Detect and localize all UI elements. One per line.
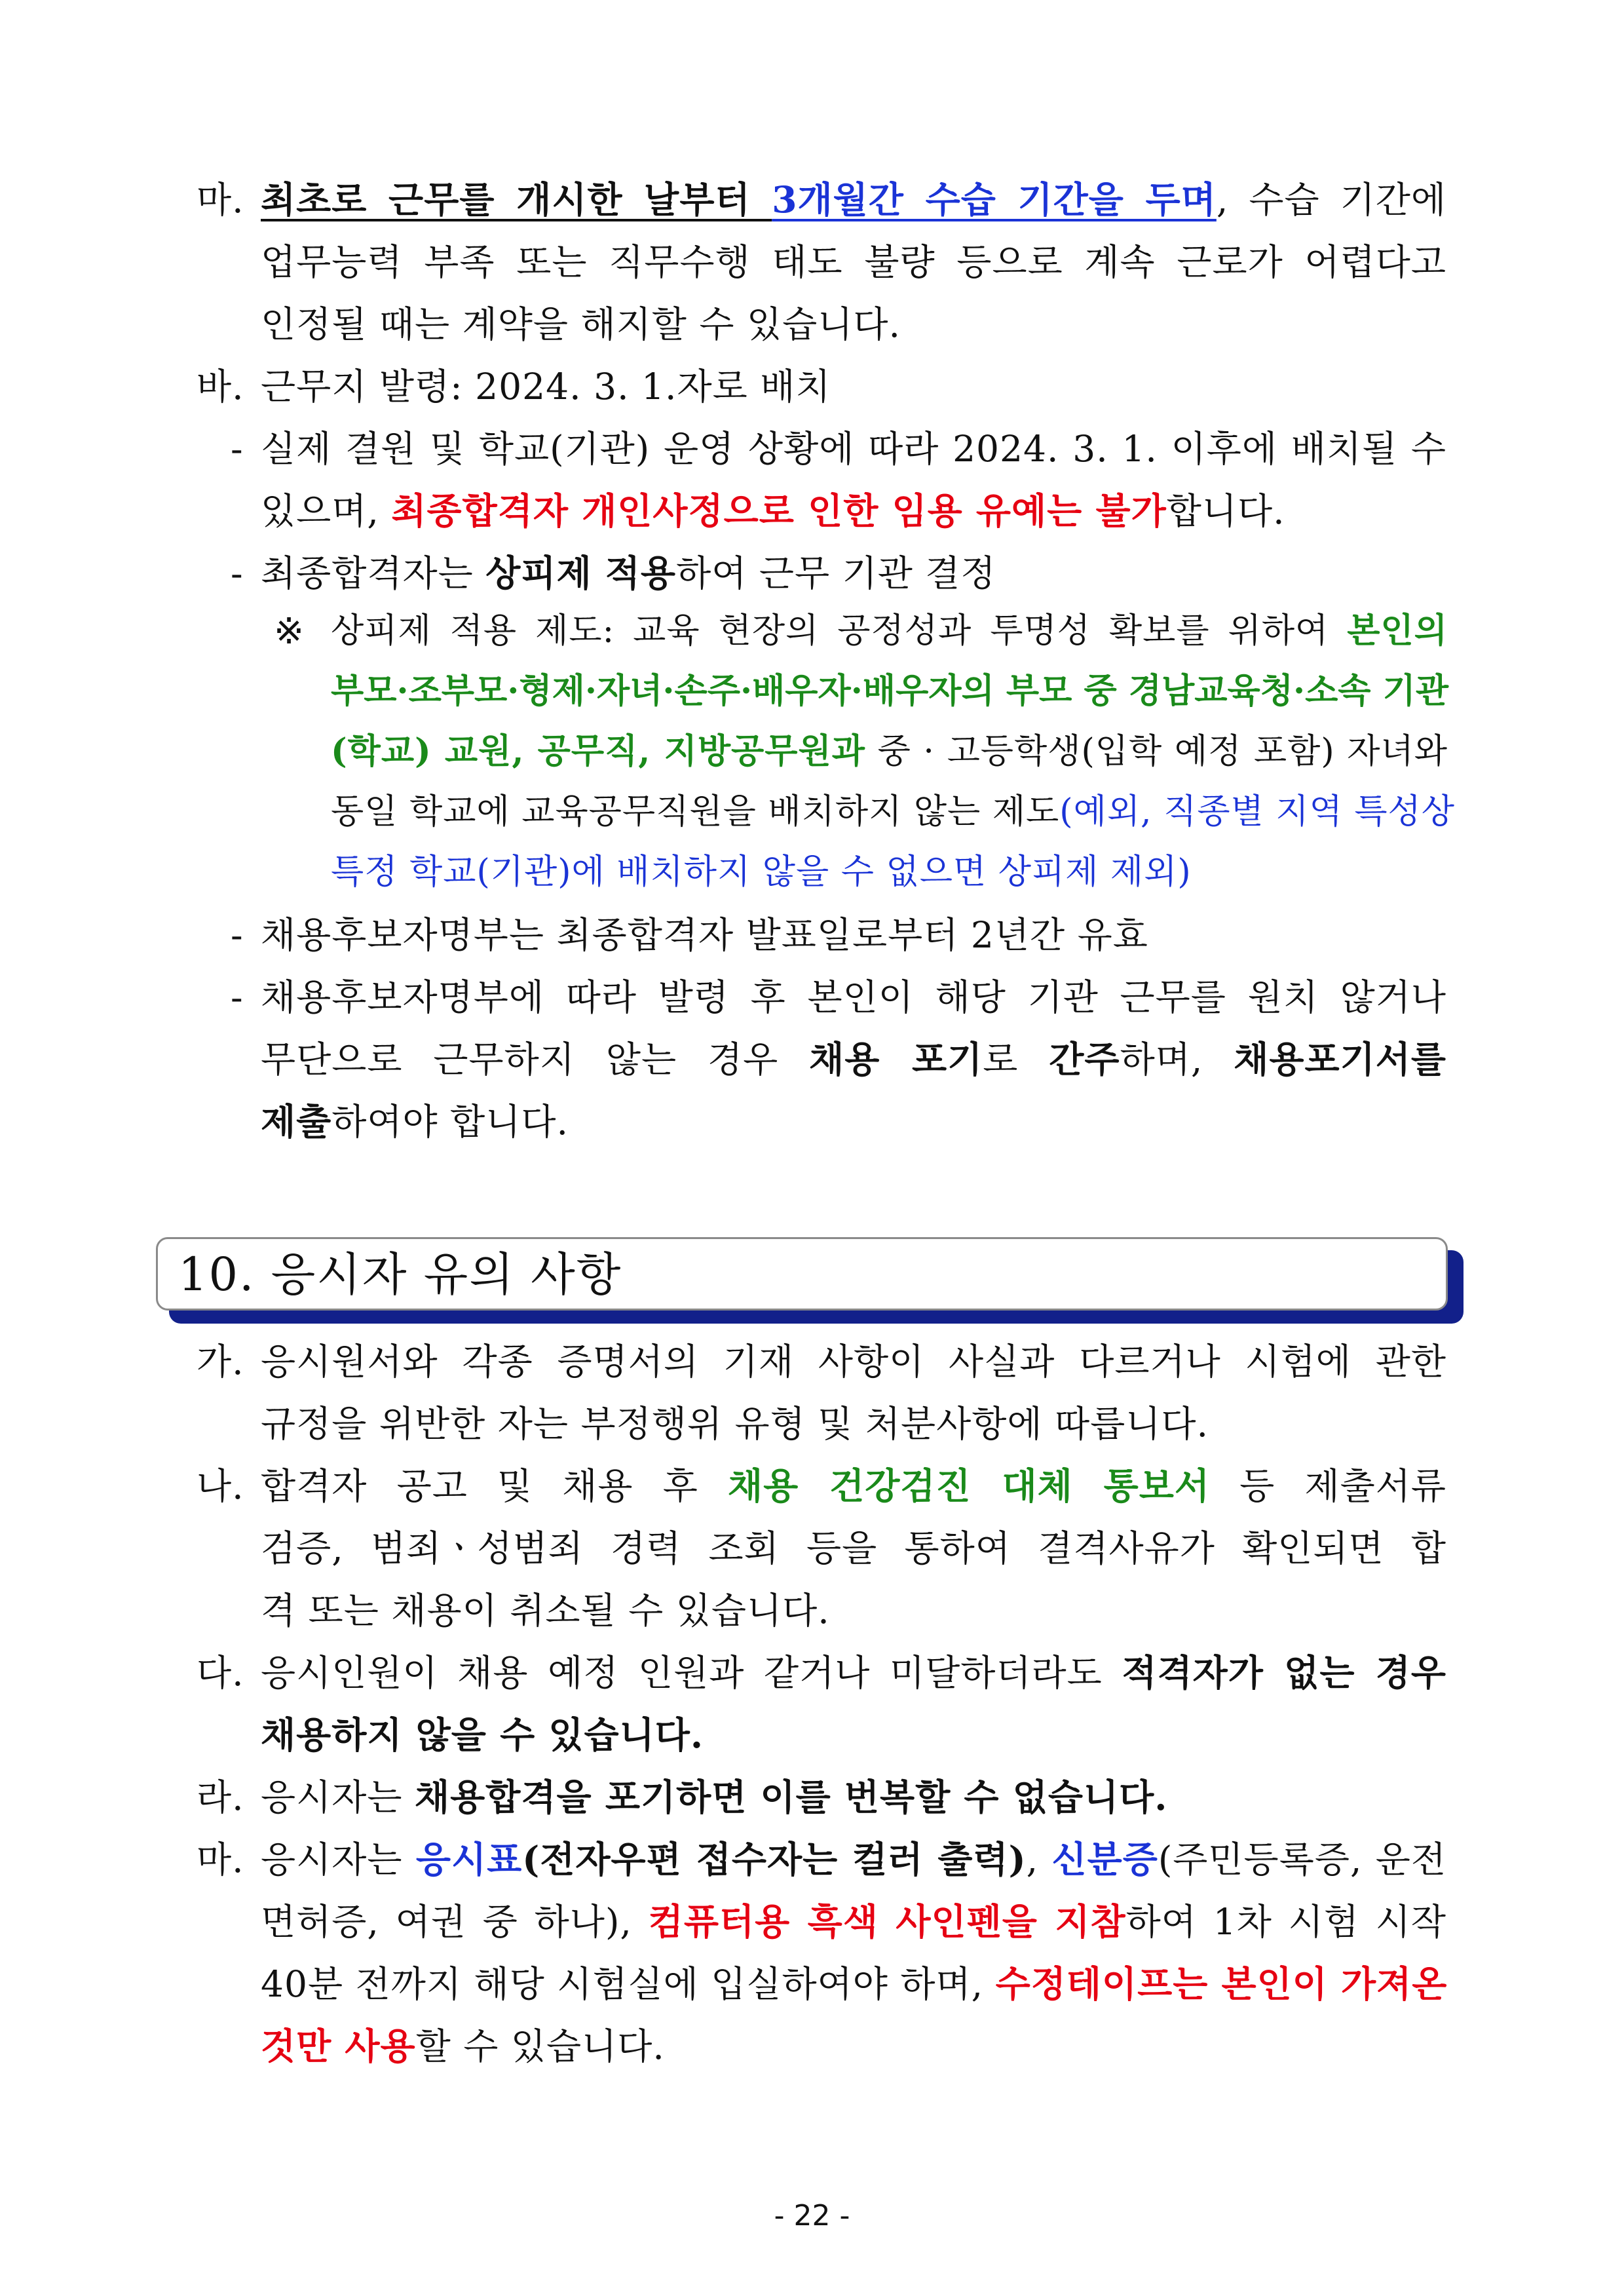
section-title: 10. 응시자 유의 사항 bbox=[178, 1248, 622, 1301]
item-ba-line1: 근무지 발령: 2024. 3. 1.자로 배치 bbox=[261, 366, 831, 408]
item-ma-line1: 응시자는 응시표(전자우편 접수자는 컬러 출력), 신분증(주민등록증, 운전 bbox=[261, 1838, 1446, 1881]
page-number: - 22 - bbox=[774, 2199, 850, 2232]
item-marker: 나. bbox=[197, 1465, 244, 1507]
item-marker: 마. bbox=[197, 179, 244, 221]
dash2-line1: 최종합격자는 상피제 적용하여 근무 기관 결정 bbox=[261, 552, 996, 594]
item-marker: 라. bbox=[197, 1776, 244, 1818]
item-ga-line2: 규정을 위반한 자는 부정행위 유형 및 처분사항에 따릅니다. bbox=[261, 1403, 1209, 1445]
item-ra-line1: 응시자는 채용합격을 포기하면 이를 번복할 수 없습니다. bbox=[261, 1776, 1168, 1818]
item-na-line2: 검증, 범죄ㆍ성범죄 경력 조회 등을 통하여 결격사유가 확인되면 합 bbox=[261, 1527, 1446, 1569]
note-line4: 동일 학교에 교육공무직원을 배치하지 않는 제도(예외, 직종별 지역 특성상 bbox=[331, 792, 1456, 832]
item-ma-line4: 것만 사용할 수 있습니다. bbox=[261, 2025, 665, 2067]
dash1-line2: 있으며, 최종합격자 개인사정으로 인한 임용 유예는 불가합니다. bbox=[261, 489, 1285, 532]
item-marker: 마. bbox=[197, 1839, 244, 1881]
item-ma-line1: 최초로 근무를 개시한 날부터 3개월간 수습 기간을 두며, 수습 기간에 bbox=[261, 178, 1446, 221]
item-na-line3: 격 또는 채용이 취소될 수 있습니다. bbox=[261, 1590, 830, 1632]
note-line5: 특정 학교(기관)에 배치하지 않을 수 없으면 상피제 제외) bbox=[331, 852, 1192, 892]
dash-marker: - bbox=[231, 428, 244, 470]
dash4-line2: 무단으로 근무하지 않는 경우 채용 포기로 간주하며, 채용포기서를 bbox=[261, 1038, 1446, 1081]
dash3-line1: 채용후보자명부는 최종합격자 발표일로부터 2년간 유효 bbox=[261, 914, 1148, 956]
item-marker: 가. bbox=[197, 1341, 244, 1383]
note-line2: 부모·조부모·형제·자녀·손주·배우자·배우자의 부모 중 경남교육청·소속 기관 bbox=[331, 671, 1449, 711]
dash4-line1: 채용후보자명부에 따라 발령 후 본인이 해당 기관 근무를 원치 않거나 bbox=[261, 976, 1446, 1018]
item-ma-line2: 업무능력 부족 또는 직무수행 태도 불량 등으로 계속 근로가 어렵다고 bbox=[261, 241, 1446, 283]
note-marker: ※ bbox=[274, 610, 305, 652]
item-marker: 바. bbox=[197, 366, 244, 408]
item-da-line1: 응시인원이 채용 예정 인원과 같거나 미달하더라도 적격자가 없는 경우 bbox=[261, 1651, 1446, 1694]
item-ma-line3: 40분 전까지 해당 시험실에 입실하여야 하며, 수정테이프는 본인이 가져온 bbox=[261, 1962, 1448, 2005]
item-da-line2: 채용하지 않을 수 있습니다. bbox=[261, 1713, 704, 1756]
dash-marker: - bbox=[231, 552, 244, 594]
dash-marker: - bbox=[231, 976, 244, 1018]
item-ga-line1: 응시원서와 각종 증명서의 기재 사항이 사실과 다르거나 시험에 관한 bbox=[261, 1341, 1446, 1383]
dash4-line3: 제출하여야 합니다. bbox=[261, 1100, 569, 1143]
item-ma-line3: 인정될 때는 계약을 해지할 수 있습니다. bbox=[261, 303, 901, 345]
note-line3: (학교) 교원, 공무직, 지방공무원과 중 · 고등학생(입학 예정 포함) 자녀와 bbox=[331, 731, 1448, 771]
dash1-line1: 실제 결원 및 학교(기관) 운영 상황에 따라 2024. 3. 1. 이후에 배치될 수 bbox=[261, 428, 1446, 470]
note-line1: 상피제 적용 제도: 교육 현장의 공정성과 투명성 확보를 위하여 본인의 bbox=[331, 611, 1448, 651]
item-na-line1: 합격자 공고 및 채용 후 채용 건강검진 대체 통보서 등 제출서류 bbox=[261, 1464, 1446, 1507]
item-ma-line2: 면허증, 여권 중 하나), 컴퓨터용 흑색 사인펜을 지참하여 1차 시험 시작 bbox=[261, 1900, 1446, 1943]
item-marker: 다. bbox=[197, 1652, 244, 1694]
dash-marker: - bbox=[231, 914, 244, 956]
